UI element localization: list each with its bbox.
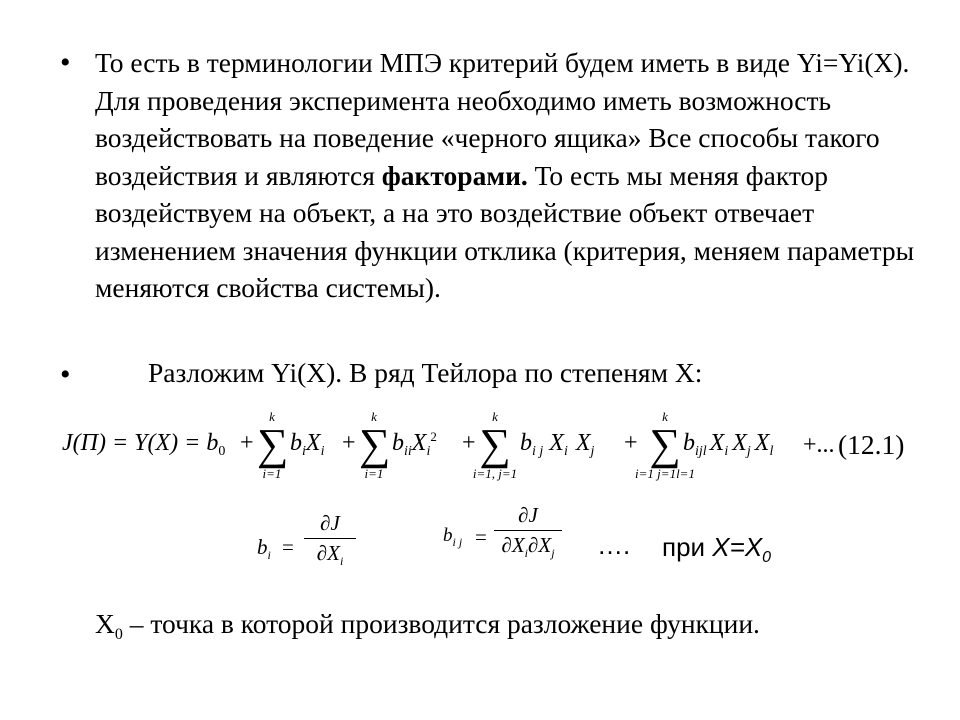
- coef-b: b: [683, 430, 695, 456]
- denominator-subscript: j: [551, 546, 555, 561]
- coef-b: b: [392, 430, 404, 456]
- var-subscript: i: [724, 444, 729, 459]
- plus-sign: +: [240, 430, 254, 456]
- taylor-intro: Разложим Yi(X). В ряд Тейлора по степеням X:: [148, 357, 703, 388]
- sigma-symbol: ∑: [359, 420, 391, 469]
- var-subscript: l: [769, 444, 774, 459]
- factors-bold-term: факторами.: [381, 159, 528, 191]
- ellipsis: ….: [597, 530, 631, 560]
- coef-subscript: i j: [452, 535, 463, 549]
- var-x: X: [709, 430, 725, 456]
- b0-subscript: 0: [218, 444, 226, 459]
- formula-lhs-text: J(П) = Y(X) = b: [62, 430, 219, 456]
- denominator-subscript: i: [524, 546, 528, 561]
- sum-upper-limit: k: [269, 409, 275, 424]
- coef-subscript: i: [302, 444, 306, 459]
- bi-fraction: [304, 511, 356, 569]
- sigma-symbol: ∑: [649, 420, 681, 469]
- fraction-bar: [304, 538, 356, 539]
- x0-description: – точка в которой производится разложение функции.: [122, 608, 760, 639]
- var-subscript: j: [746, 444, 751, 459]
- bij-coefficient: [443, 525, 462, 547]
- bi-coefficient: [257, 535, 271, 560]
- var-subscript: i: [426, 444, 431, 459]
- denominator-text: ∂X: [316, 541, 340, 566]
- var-subscript: i: [320, 444, 325, 459]
- condition-variable: X=X: [712, 532, 763, 562]
- x0-variable: X: [95, 608, 115, 639]
- plus-sign: +: [462, 430, 476, 456]
- denominator: [304, 541, 356, 569]
- condition-prefix: при: [662, 532, 713, 562]
- sum-lower-limit: i=1: [364, 466, 384, 481]
- sum-upper-limit: k: [492, 409, 498, 424]
- coef-subscript: ijl: [695, 444, 707, 459]
- equals-sign: =: [475, 525, 487, 549]
- fraction-bar: [494, 530, 562, 531]
- coef-subscript: i j: [532, 444, 544, 459]
- bullet-marker: •: [60, 46, 71, 79]
- coef-subscript: ii: [404, 444, 412, 459]
- equation-number: (12.1): [838, 429, 905, 460]
- bullet-marker: •: [60, 358, 71, 391]
- var-x: X: [549, 430, 564, 456]
- paragraph-text-start: То есть в терминологии МПЭ критерий будем иметь в виде Yi=Yi(X). Для проведения эксперимента необходимо иметь возможность воздействовать на поведение «черного ящика» Все способы такого воздействия и являются: [95, 47, 910, 191]
- var-x: X: [732, 430, 747, 456]
- denominator: [494, 533, 562, 561]
- sum-lower-limit: i=1: [262, 466, 282, 481]
- numerator: ∂J: [518, 503, 538, 527]
- sum-lower-limit: i=1, j=1: [472, 466, 518, 481]
- x0-subscript: 0: [114, 626, 123, 643]
- numerator: ∂J: [320, 511, 340, 535]
- sigma-symbol: ∑: [257, 420, 289, 469]
- sigma-symbol: ∑: [479, 420, 511, 469]
- denominator-text: ∂X: [528, 533, 552, 558]
- formula-continuation: +...: [803, 432, 835, 458]
- coef-subscript: i: [267, 548, 271, 562]
- var-x: X: [305, 430, 321, 456]
- plus-sign: +: [624, 430, 638, 456]
- var-x: X: [411, 430, 427, 456]
- power-superscript: 2: [430, 429, 437, 444]
- var-x: X: [754, 430, 770, 456]
- sum-upper-limit: k: [662, 409, 668, 424]
- sum-lower-limit: i=1 j=1l=1: [635, 466, 695, 481]
- condition-subscript: 0: [762, 549, 772, 566]
- paragraph-text-end: То есть мы меняя фактор воздействуем на объект, а на это воздействие объект отвечает изменением значения функции отклика (критерия, меняем параметры меняются свойства системы).: [95, 159, 915, 303]
- x0-explanation: [95, 608, 760, 643]
- bij-fraction: [494, 503, 562, 561]
- equals-sign: =: [282, 535, 294, 559]
- expansion-condition: [662, 532, 772, 566]
- denominator-subscript: i: [339, 554, 344, 569]
- var-subscript: i: [563, 444, 568, 459]
- coef-b: b: [290, 430, 302, 456]
- var-subscript: j: [590, 444, 595, 459]
- denominator-text: ∂X: [501, 533, 525, 558]
- coef-b: b: [443, 525, 453, 546]
- coef-b: b: [257, 535, 268, 559]
- sum-upper-limit: k: [371, 409, 377, 424]
- plus-sign: +: [342, 430, 356, 456]
- var-x: X: [575, 430, 591, 456]
- coef-b: b: [520, 430, 532, 456]
